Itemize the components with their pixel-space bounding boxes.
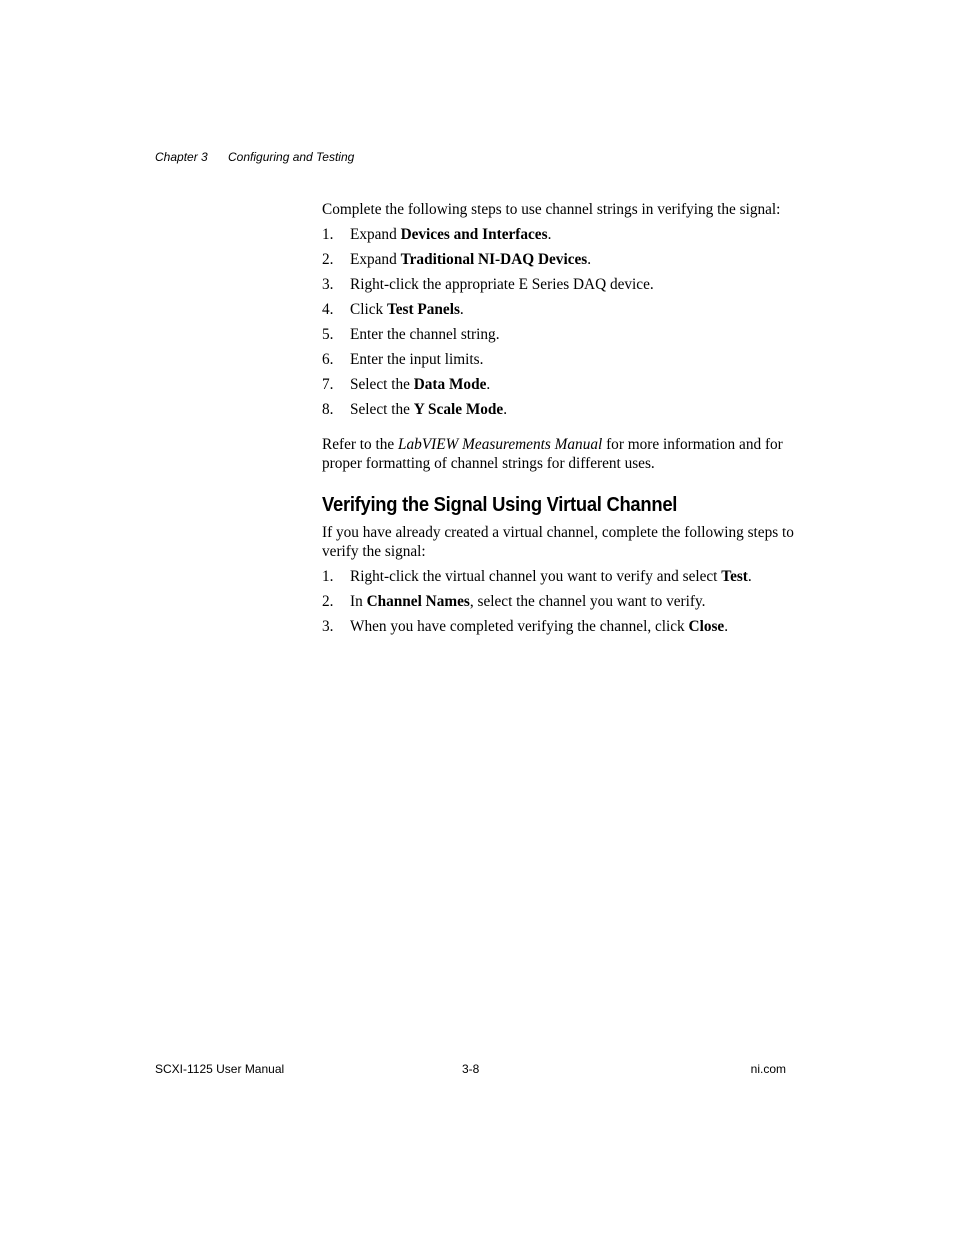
list-item: 2. In Channel Names, select the channel you want to verify. — [322, 593, 706, 610]
section-heading: Verifying the Signal Using Virtual Channel — [322, 494, 678, 516]
list-item: 4. Click Test Panels. — [322, 301, 464, 318]
list-item: 8. Select the Y Scale Mode. — [322, 401, 508, 418]
channel-string-steps — [322, 225, 794, 419]
list-item: 5. Enter the channel string. — [322, 326, 500, 343]
list-item: 3. When you have completed verifying the channel, click Close. — [322, 618, 729, 635]
virtual-channel-steps — [322, 567, 794, 636]
intro-paragraph: Complete the following steps to use channel strings in verifying the signal: — [322, 201, 781, 218]
chapter-number: Chapter 3 — [155, 150, 208, 164]
footer-page-number: 3-8 — [462, 1062, 480, 1076]
footer-website: ni.com — [750, 1062, 786, 1076]
page-header — [155, 150, 355, 165]
refer-paragraph: Refer to the LabVIEW Measurements Manual for more information and for proper formatting of channel strings for different uses. — [322, 436, 783, 472]
footer-manual-title: SCXI-1125 User Manual — [155, 1062, 285, 1076]
list-item: 7. Select the Data Mode. — [322, 376, 491, 393]
list-item: 6. Enter the input limits. — [322, 351, 484, 368]
main-content — [322, 200, 794, 642]
section-intro-paragraph: If you have already created a virtual channel, complete the following steps to verify the signal: — [322, 524, 794, 560]
list-item: 1. Right-click the virtual channel you want to verify and select Test. — [322, 568, 752, 585]
list-item: 2. Expand Traditional NI-DAQ Devices. — [322, 251, 592, 268]
manual-title: LabVIEW Measurements Manual — [398, 436, 603, 453]
chapter-title: Configuring and Testing — [228, 150, 355, 164]
list-item: 1. Expand Devices and Interfaces. — [322, 226, 552, 243]
list-item: 3. Right-click the appropriate E Series DAQ device. — [322, 276, 654, 293]
